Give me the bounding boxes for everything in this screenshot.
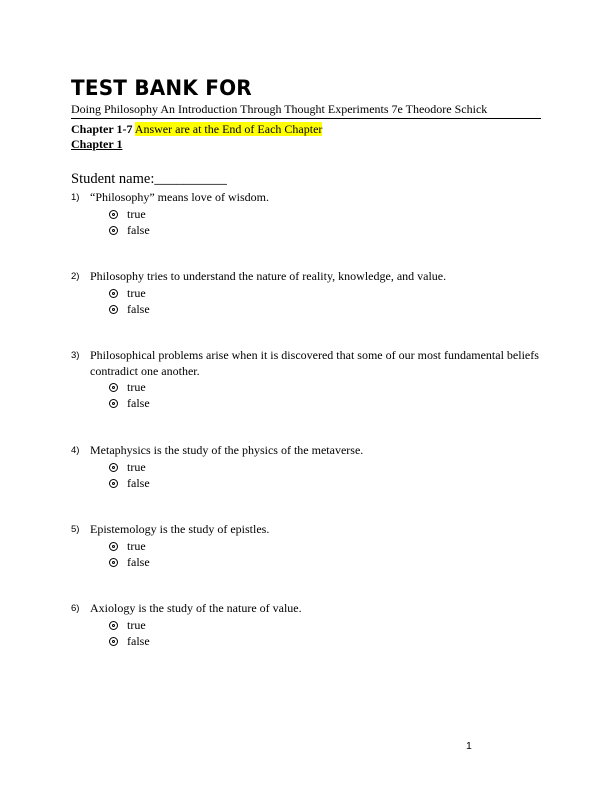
answer-option-true[interactable] <box>109 459 546 475</box>
radio-circle-icon[interactable] <box>109 637 118 646</box>
question-item <box>71 600 546 649</box>
answer-option-true[interactable] <box>109 617 546 633</box>
option-label: false <box>127 634 150 648</box>
question-item <box>71 189 546 238</box>
option-label: true <box>127 380 146 394</box>
radio-circle-icon[interactable] <box>109 383 118 392</box>
radio-circle-icon[interactable] <box>109 289 118 298</box>
radio-circle-icon[interactable] <box>109 463 118 472</box>
question-number: 3) <box>71 350 80 361</box>
answer-option-false[interactable] <box>109 222 546 238</box>
question-text: Epistemology is the study of epistles. <box>90 522 270 536</box>
answer-option-false[interactable] <box>109 475 546 491</box>
radio-circle-icon[interactable] <box>109 621 118 630</box>
option-label: false <box>127 302 150 316</box>
radio-circle-icon[interactable] <box>109 226 118 235</box>
answer-option-true[interactable] <box>109 285 546 301</box>
answer-option-false[interactable] <box>109 554 546 570</box>
student-name-field[interactable]: Student name:__________ <box>71 171 227 187</box>
answer-option-true[interactable] <box>109 206 546 222</box>
chapter-range: Chapter 1-7 <box>71 122 133 136</box>
question-item <box>71 442 546 491</box>
chapter-range-line <box>71 122 322 136</box>
question-number: 4) <box>71 445 80 456</box>
question-text: Metaphysics is the study of the physics of the metaverse. <box>90 443 364 457</box>
answer-option-false[interactable] <box>109 633 546 649</box>
question-text: Axiology is the study of the nature of value. <box>90 601 302 615</box>
question-number: 2) <box>71 271 80 282</box>
answer-option-false[interactable] <box>109 395 546 411</box>
question-text: Philosophy tries to understand the nature of reality, knowledge, and value. <box>90 269 447 283</box>
option-label: true <box>127 286 146 300</box>
option-label: true <box>127 460 146 474</box>
answer-option-true[interactable] <box>109 379 546 395</box>
option-label: false <box>127 476 150 490</box>
chapter-heading: Chapter 1 <box>71 137 123 151</box>
radio-circle-icon[interactable] <box>109 542 118 551</box>
option-label: false <box>127 223 150 237</box>
answer-option-false[interactable] <box>109 301 546 317</box>
answer-option-true[interactable] <box>109 538 546 554</box>
option-label: false <box>127 555 150 569</box>
radio-circle-icon[interactable] <box>109 479 118 488</box>
radio-circle-icon[interactable] <box>109 558 118 567</box>
question-text: Philosophical problems arise when it is discovered that some of our most fundamental beliefs contradict one another. <box>90 348 539 378</box>
option-label: true <box>127 618 146 632</box>
book-subtitle: Doing Philosophy An Introduction Through Thought Experiments 7e Theodore Schick <box>71 102 488 116</box>
radio-circle-icon[interactable] <box>109 399 118 408</box>
option-label: false <box>127 396 150 410</box>
option-label: true <box>127 207 146 221</box>
radio-circle-icon[interactable] <box>109 210 118 219</box>
question-item <box>71 347 546 411</box>
question-number: 1) <box>71 192 80 203</box>
radio-circle-icon[interactable] <box>109 305 118 314</box>
question-number: 5) <box>71 524 80 535</box>
option-label: true <box>127 539 146 553</box>
question-text: “Philosophy” means love of wisdom. <box>90 190 269 204</box>
page-number: 1 <box>466 740 472 752</box>
chapter-answer-note: Answer are at the End of Each Chapter <box>134 122 323 136</box>
page-title: TEST BANK FOR <box>71 74 252 101</box>
question-item <box>71 521 546 570</box>
question-number: 6) <box>71 603 80 614</box>
question-item <box>71 268 546 317</box>
header-divider <box>71 118 541 119</box>
